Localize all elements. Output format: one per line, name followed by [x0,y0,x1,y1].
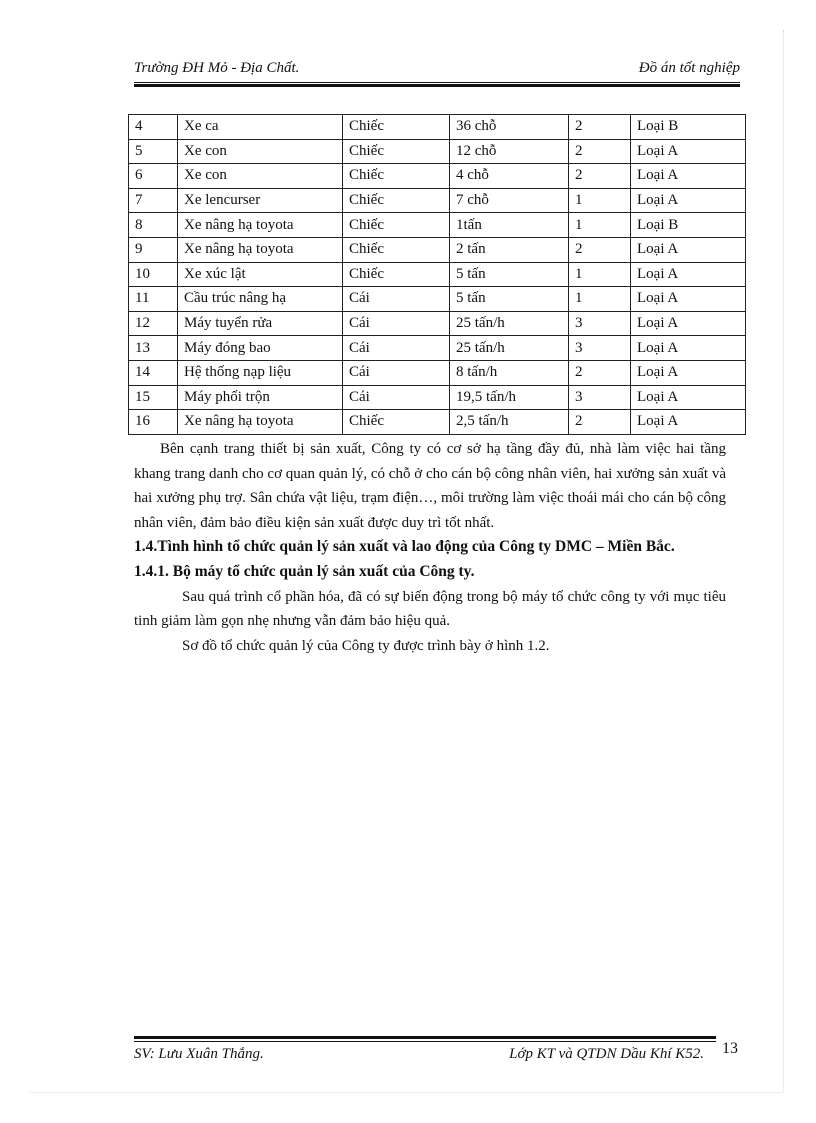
table-row [129,262,746,287]
paragraph-infrastructure: Bên cạnh trang thiết bị sản xuất, Công ty có cơ sở hạ tầng đầy đủ, nhà làm việc hai tầng khang trang danh cho cơ quan quản lý, có chỗ ở cho cán bộ công nhân viên, hai xưởng sản xuất và hai xưởng phụ trợ. Sân chứa vật liệu, trạm điện…, môi trường làm việc thoái mái cho cán bộ công nhân viên, đảm bảo điều kiện sản xuất được duy trì tốt nhất. [134,441,726,531]
cell-unit: Chiếc [343,237,450,262]
paragraph-restructuring: Sau quá trình cổ phần hóa, đã có sự biến động trong bộ máy tổ chức công ty với mục tiêu tinh giảm làm gọn nhẹ nhưng vẫn đảm bảo hiệu quả. [134,588,726,630]
cell-name: Xe nâng hạ toyota [178,213,343,238]
page-number: 13 [722,1040,738,1057]
cell-index: 14 [129,360,178,385]
cell-grade: Loại A [631,311,746,336]
header-rule-thin [134,82,740,83]
cell-capacity: 1tấn [450,213,569,238]
table-row [129,213,746,238]
cell-quantity: 2 [569,410,631,435]
footer-student: SV: Lưu Xuân Thắng. [134,1046,264,1062]
table-row [129,287,746,312]
cell-name: Xe xúc lật [178,262,343,287]
cell-grade: Loại A [631,139,746,164]
table-row [129,237,746,262]
cell-capacity: 19,5 tấn/h [450,385,569,410]
cell-unit: Chiếc [343,410,450,435]
cell-quantity: 3 [569,311,631,336]
cell-name: Máy phối trộn [178,385,343,410]
cell-grade: Loại B [631,115,746,140]
header-doc-type: Đồ án tốt nghiệp [638,60,740,76]
cell-index: 9 [129,237,178,262]
cell-capacity: 8 tấn/h [450,360,569,385]
cell-index: 4 [129,115,178,140]
cell-index: 7 [129,188,178,213]
cell-unit: Cái [343,360,450,385]
cell-quantity: 2 [569,237,631,262]
cell-grade: Loại A [631,360,746,385]
cell-quantity: 2 [569,115,631,140]
header-rule-thick [134,84,740,87]
cell-index: 13 [129,336,178,361]
cell-name: Xe ca [178,115,343,140]
table-row [129,188,746,213]
table-row [129,385,746,410]
cell-capacity: 5 tấn [450,287,569,312]
cell-capacity: 7 chỗ [450,188,569,213]
cell-unit: Chiếc [343,164,450,189]
cell-index: 10 [129,262,178,287]
cell-quantity: 3 [569,336,631,361]
cell-capacity: 2 tấn [450,237,569,262]
cell-index: 12 [129,311,178,336]
cell-unit: Cái [343,287,450,312]
table-row [129,164,746,189]
section-heading-1-4: 1.4.Tình hình tổ chức quản lý sản xuất và lao động của Công ty DMC – Miền Bắc. [134,538,675,556]
cell-index: 15 [129,385,178,410]
table-row [129,410,746,435]
footer-class: Lớp KT và QTDN Dầu Khí K52. [509,1046,704,1062]
cell-index: 16 [129,410,178,435]
cell-quantity: 1 [569,188,631,213]
cell-quantity: 1 [569,262,631,287]
cell-quantity: 2 [569,139,631,164]
table-row [129,360,746,385]
cell-grade: Loại A [631,164,746,189]
table-row [129,139,746,164]
cell-unit: Chiếc [343,115,450,140]
cell-name: Xe con [178,139,343,164]
cell-grade: Loại A [631,188,746,213]
cell-capacity: 25 tấn/h [450,311,569,336]
cell-name: Cầu trúc nâng hạ [178,287,343,312]
section-heading-1-4-1: 1.4.1. Bộ máy tổ chức quản lý sản xuất của Công ty. [134,562,475,580]
table-row [129,311,746,336]
cell-unit: Cái [343,311,450,336]
cell-quantity: 2 [569,360,631,385]
cell-name: Máy đóng bao [178,336,343,361]
cell-grade: Loại B [631,213,746,238]
footer-rule-thick [134,1036,716,1039]
header-school: Trường ĐH Mỏ - Địa Chất. [134,60,300,76]
cell-unit: Chiếc [343,262,450,287]
cell-capacity: 4 chỗ [450,164,569,189]
cell-capacity: 12 chỗ [450,139,569,164]
cell-unit: Chiếc [343,139,450,164]
cell-index: 8 [129,213,178,238]
cell-grade: Loại A [631,237,746,262]
cell-unit: Chiếc [343,188,450,213]
page-header [134,60,740,82]
cell-name: Xe con [178,164,343,189]
cell-quantity: 3 [569,385,631,410]
page-border-bottom [30,1092,783,1093]
cell-index: 5 [129,139,178,164]
cell-unit: Cái [343,385,450,410]
cell-unit: Cái [343,336,450,361]
cell-capacity: 25 tấn/h [450,336,569,361]
cell-grade: Loại A [631,287,746,312]
cell-name: Xe nâng hạ toyota [178,237,343,262]
cell-grade: Loại A [631,336,746,361]
equipment-table [128,114,746,435]
cell-grade: Loại A [631,385,746,410]
body-text [134,437,726,658]
table-row [129,336,746,361]
footer-rule-thin [134,1041,716,1042]
cell-grade: Loại A [631,262,746,287]
page-footer [134,1046,704,1068]
cell-name: Hệ thống nạp liệu [178,360,343,385]
cell-name: Máy tuyển rửa [178,311,343,336]
cell-quantity: 2 [569,164,631,189]
cell-index: 11 [129,287,178,312]
page-border-right [783,30,784,1092]
cell-capacity: 5 tấn [450,262,569,287]
cell-capacity: 36 chỗ [450,115,569,140]
equipment-table-body [129,115,746,435]
cell-capacity: 2,5 tấn/h [450,410,569,435]
table-row [129,115,746,140]
cell-grade: Loại A [631,410,746,435]
cell-name: Xe nâng hạ toyota [178,410,343,435]
cell-quantity: 1 [569,213,631,238]
cell-quantity: 1 [569,287,631,312]
paragraph-org-chart-ref: Sơ đồ tổ chức quản lý của Công ty được trình bày ở hình 1.2. [182,637,550,654]
cell-index: 6 [129,164,178,189]
cell-unit: Chiếc [343,213,450,238]
cell-name: Xe lencurser [178,188,343,213]
